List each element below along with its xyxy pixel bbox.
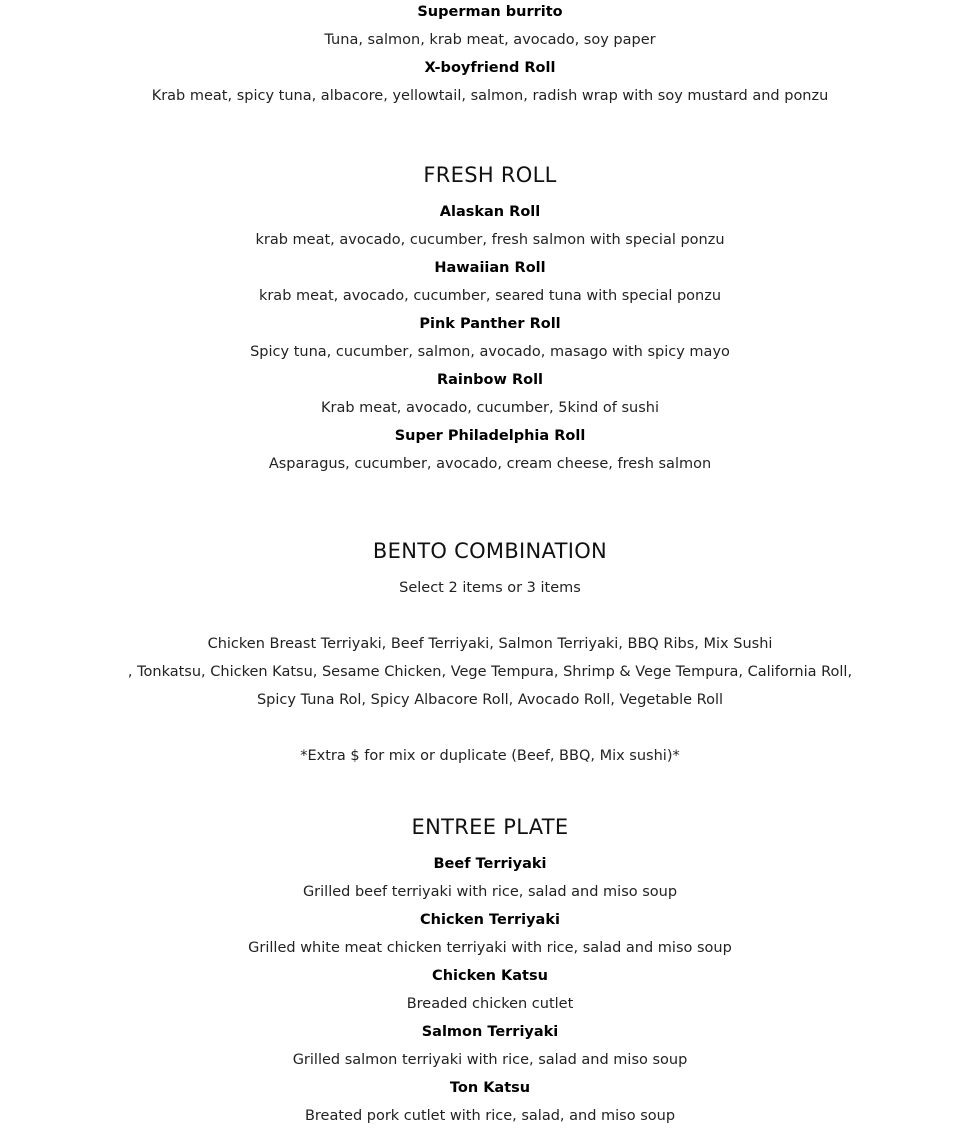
menu-item-name: Salmon Terriyaki (421, 1024, 559, 1040)
section-heading-fresh-roll: FRESH ROLL (423, 163, 557, 187)
menu-item-name: Rainbow Roll (436, 372, 544, 388)
menu-item-description: krab meat, avocado, cucumber, fresh salmon with special ponzu (255, 232, 725, 248)
menu-item-name: Alaskan Roll (439, 204, 541, 220)
bento-options-line: Chicken Breast Terriyaki, Beef Terriyaki, Salmon Terriyaki, BBQ Ribs, Mix Sushi (207, 636, 773, 652)
menu-item-description: Krab meat, spicy tuna, albacore, yellowtail, salmon, radish wrap with soy mustard and ponzu (151, 88, 829, 104)
menu-item-name: Pink Panther Roll (419, 316, 561, 332)
menu-item-name: Chicken Katsu (432, 968, 548, 984)
bento-subtitle: Select 2 items or 3 items (399, 580, 581, 596)
bento-options-line: Spicy Tuna Rol, Spicy Albacore Roll, Avocado Roll, Vegetable Roll (256, 692, 724, 708)
menu-item-description: Tuna, salmon, krab meat, avocado, soy paper (324, 32, 656, 48)
menu-item-name: Beef Terriyaki (433, 856, 547, 872)
menu-item-name: Super Philadelphia Roll (394, 428, 586, 444)
menu-item-name: Hawaiian Roll (434, 260, 546, 276)
menu-item-description: Grilled salmon terriyaki with rice, salad and miso soup (292, 1052, 688, 1068)
menu-item-description: Krab meat, avocado, cucumber, 5kind of sushi (320, 400, 659, 416)
section-heading-bento: BENTO COMBINATION (372, 539, 608, 563)
menu-item-description: Breaded chicken cutlet (406, 996, 574, 1012)
menu-item-description: Grilled white meat chicken terriyaki with rice, salad and miso soup (248, 940, 732, 956)
bento-note: *Extra $ for mix or duplicate (Beef, BBQ, Mix sushi)* (300, 748, 680, 764)
menu-item-description: Breated pork cutlet with rice, salad, and miso soup (304, 1108, 676, 1124)
menu-item-description: krab meat, avocado, cucumber, seared tuna with special ponzu (258, 288, 722, 304)
menu-item-name: Superman burrito (417, 4, 563, 20)
menu-item-name: Chicken Terriyaki (420, 912, 560, 928)
bento-options-line: , Tonkatsu, Chicken Katsu, Sesame Chicken, Vege Tempura, Shrimp & Vege Tempura, California Roll, (127, 664, 853, 680)
menu-item-name: Ton Katsu (449, 1080, 531, 1096)
menu-item-description: Spicy tuna, cucumber, salmon, avocado, masago with spicy mayo (250, 344, 730, 360)
menu-item-name: X-boyfriend Roll (424, 60, 556, 76)
menu-item-description: Asparagus, cucumber, avocado, cream cheese, fresh salmon (268, 456, 712, 472)
section-heading-entree: ENTREE PLATE (411, 815, 569, 839)
menu-item-description: Grilled beef terriyaki with rice, salad and miso soup (302, 884, 678, 900)
